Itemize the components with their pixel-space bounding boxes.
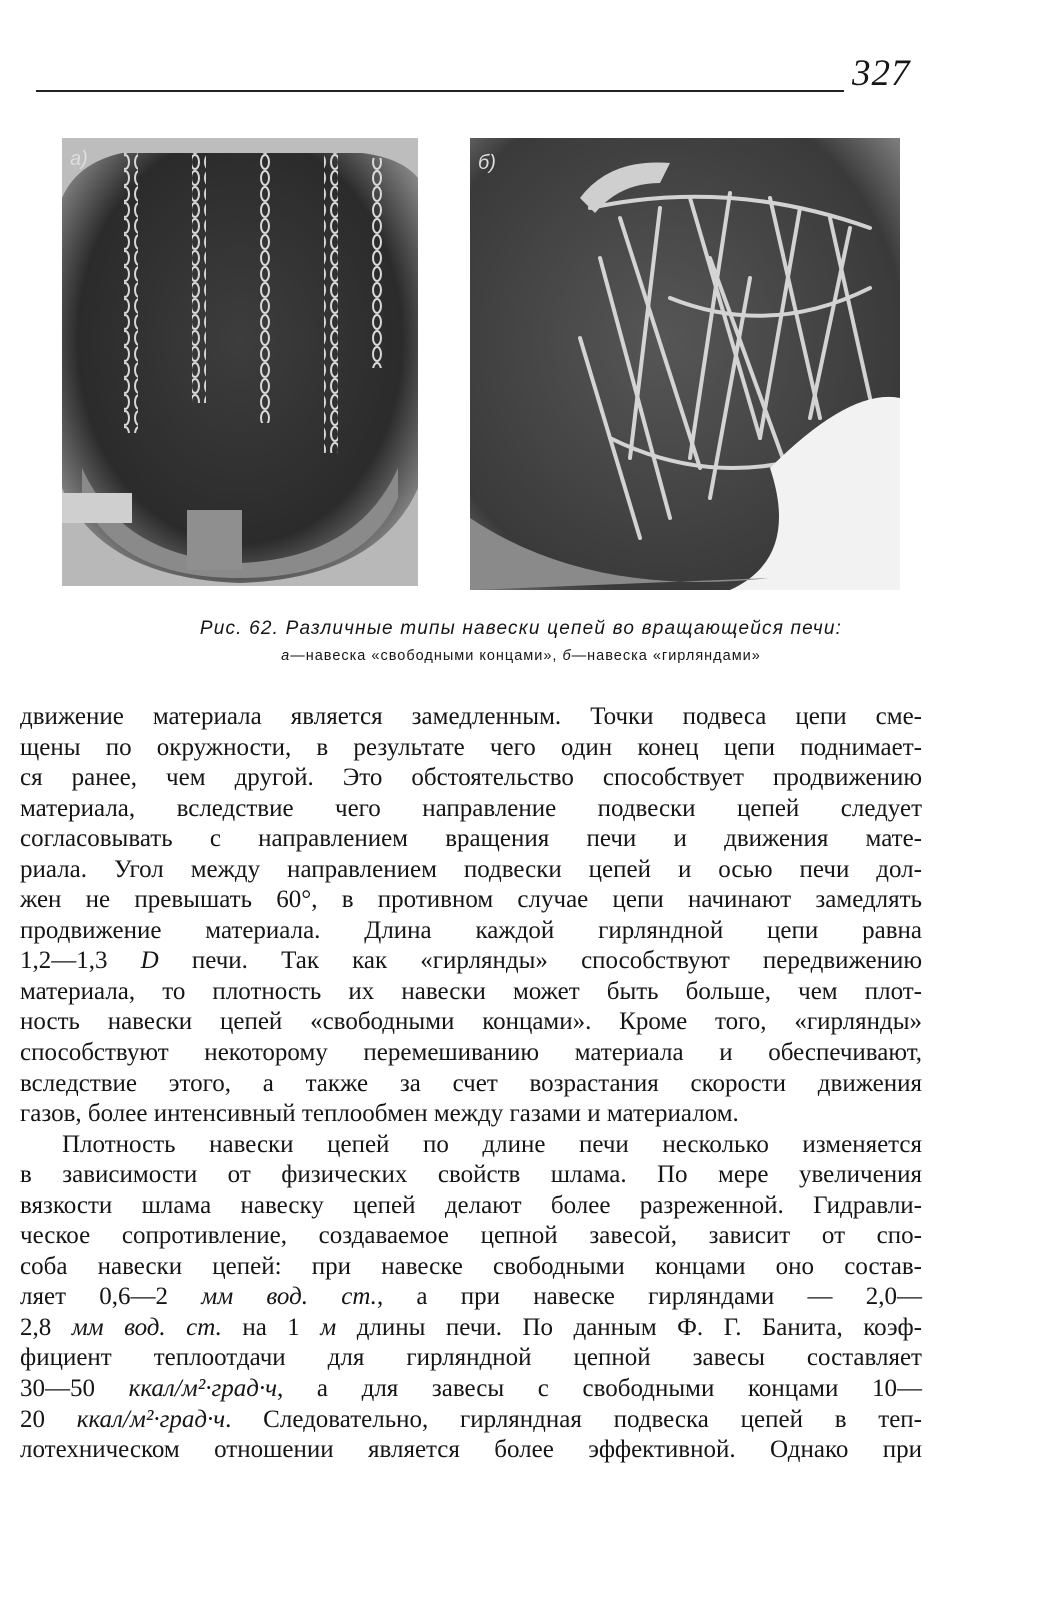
diameter-symbol: D	[140, 947, 159, 975]
unit-text: мм вод. ст.	[71, 1313, 222, 1341]
text-span: , а для завесы с свободными концами 10—	[277, 1375, 922, 1403]
header-rule	[36, 90, 844, 92]
text-line	[20, 1405, 922, 1436]
text-line: движение материала является замедленным. Точки подвеса цепи сме-	[20, 703, 922, 730]
unit-text: мм вод. ст.	[201, 1283, 377, 1311]
text-line: вязкости шлама навеску цепей делают более разреженной. Гидравли-	[20, 1191, 922, 1219]
legend-key-b: б	[562, 648, 572, 664]
text-line: способствуют некоторому перемешиванию материала и обеспечивают,	[20, 1039, 922, 1067]
legend-key-a: а	[281, 648, 291, 664]
text-line: ся ранее, чем другой. Это обстоятельство способствует продвижению	[20, 764, 922, 792]
text-line	[20, 1313, 922, 1344]
text-line: материала, вследствие чего направление подвески цепей следует	[20, 794, 922, 822]
page-number: 327	[852, 53, 911, 94]
text-line: материала, то плотность их навески может быть больше, чем плот-	[20, 977, 922, 1005]
text-line: жен не превышать 60°, в противном случае цепи начинают замедлять	[20, 886, 922, 914]
text-line: ческое сопротивление, создаваемое цепной завесой, зависит от спо-	[20, 1222, 922, 1250]
text-line: фициент теплоотдачи для гирляндной цепной завесы составляет	[20, 1344, 922, 1372]
unit-text: м	[320, 1313, 337, 1341]
text-line: щены по окружности, в результате чего один конец цепи поднимает-	[20, 733, 922, 761]
text-span: печи. Так как «гирлянды» способствуют передвижению	[158, 947, 923, 975]
text-span: ляет 0,6—2	[20, 1283, 202, 1311]
text-line: согласовывать с направлением вращения печи и движения мате-	[20, 825, 922, 853]
photo-garlands	[470, 138, 900, 590]
panel-a-label: а)	[70, 148, 88, 170]
text-span: 1,2—1,3	[20, 947, 141, 975]
text-span: на 1	[221, 1313, 321, 1341]
garlands-photo-illustration	[470, 138, 900, 590]
text-line: соба навески цепей: при навеске свободными концами оно состав-	[20, 1252, 922, 1280]
free-ends-photo-illustration	[62, 138, 418, 586]
unit-text: ккал/м²·град·ч	[128, 1375, 278, 1403]
text-span: 20	[20, 1405, 77, 1433]
text-span: 30—50	[20, 1375, 129, 1403]
text-line	[20, 946, 922, 977]
text-line	[20, 1374, 922, 1405]
text-line: газов, более интенсивный теплообмен между газами и материалом.	[20, 1100, 739, 1128]
text-span: , а при навеске гирляндами — 2,0—	[376, 1283, 922, 1311]
text-line: Плотность навески цепей по длине печи несколько изменяется	[62, 1130, 922, 1158]
unit-text: ккал/м²·град·ч	[76, 1405, 226, 1433]
text-span: 2,8	[20, 1313, 72, 1341]
text-line: лотехническом отношении является более эффективной. Однако при	[20, 1436, 922, 1464]
text-line: вследствие этого, а также за счет возрастания скорости движения	[20, 1069, 922, 1097]
legend-text-a: —навеска «свободными концами»,	[290, 648, 558, 664]
text-span: . Следовательно, гирляндная подвеска цепей в теп-	[225, 1405, 922, 1433]
text-line: в зависимости от физических свойств шлама. По мере увеличения	[20, 1161, 922, 1189]
photo-free-ends	[62, 138, 418, 586]
text-span: длины печи. По данным Ф. Г. Банита, коэф-	[336, 1313, 922, 1341]
panel-b-label: б)	[478, 152, 496, 174]
figure-caption-legend	[0, 648, 1042, 664]
text-line: риала. Угол между направлением подвески цепей и осью печи дол-	[20, 855, 922, 883]
figure-caption-title: Рис. 62. Различные типы навески цепей во вращающейся печи:	[199, 618, 843, 639]
legend-text-b: —навеска «гирляндами»	[571, 648, 761, 664]
body-text	[20, 702, 922, 1466]
text-line: ность навески цепей «свободными концами». Кроме того, «гирлянды»	[20, 1008, 922, 1036]
text-line: продвижение материала. Длина каждой гирляндной цепи равна	[20, 916, 922, 944]
text-line	[20, 1282, 922, 1313]
